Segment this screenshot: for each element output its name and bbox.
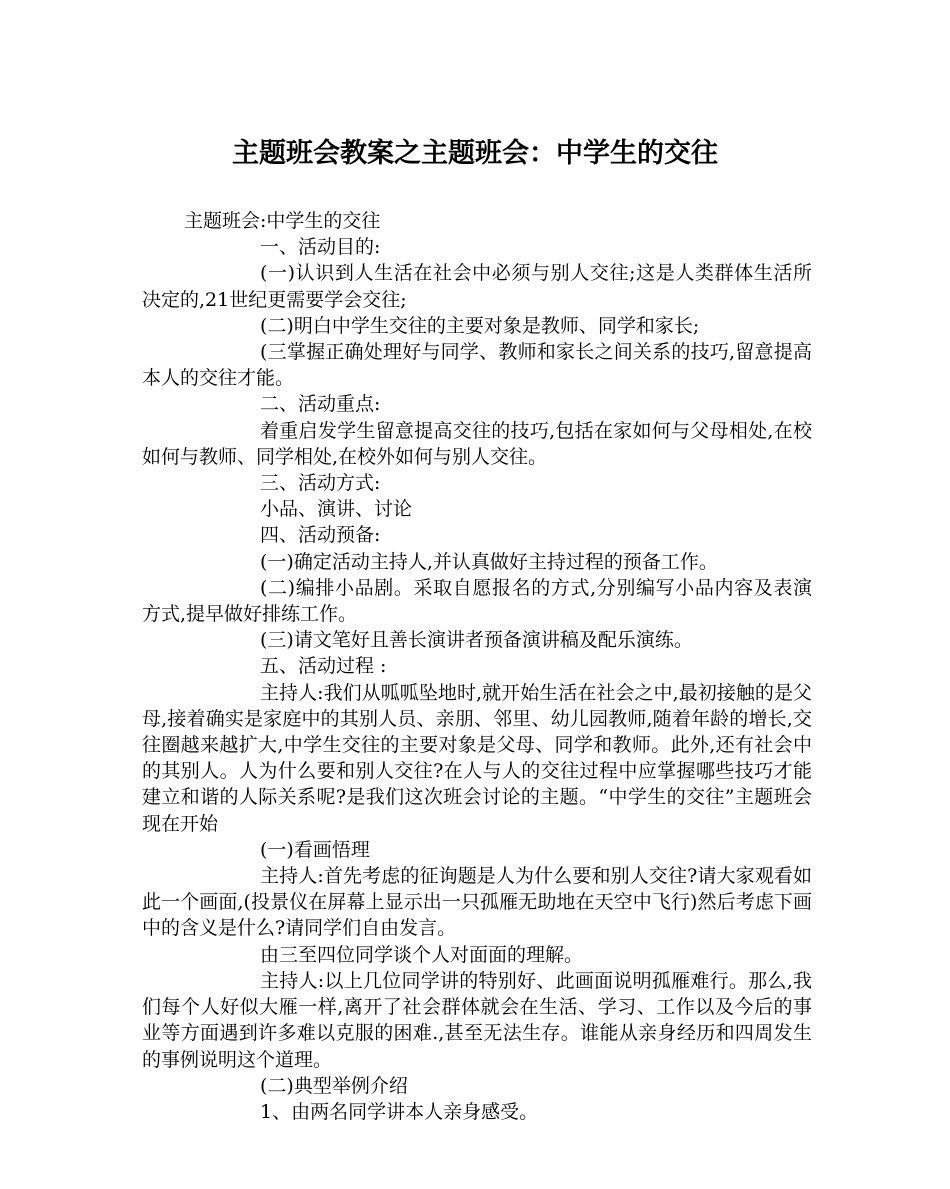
paragraph: 二、活动重点:	[260, 393, 381, 416]
paragraph: (三掌握正确处理好与同学、教师和家长之间关系的技巧,留意提高本人的交往才能。	[142, 341, 812, 390]
paragraph: 四、活动预备:	[260, 524, 381, 547]
paragraph: 主持人:我们从呱呱坠地时,就开始生活在社会之中,最初接触的是父母,接着确实是家庭中的其别人员、亲朋、邻里、幼儿园教师,随着年龄的增长,交往圈越来越扩大,中学生交往的主要对象是父母、同学和教师。此外,还有社会中的其别人。人为什么要和别人交往?在人与人的交往过程中应掌握哪些技巧才能建立和谐的人际关系呢?是我们这次班会讨论的主题。“中学生的交往”主题班会现在开始	[142, 681, 812, 835]
paragraph: 小品、演讲、讨论	[260, 498, 413, 521]
paragraph: 主持人:以上几位同学讲的特别好、此画面说明孤雁难行。那么,我们每个人好似大雁一样,离开了社会群体就会在生活、学习、工作以及今后的事业等方面遇到许多难以克服的困难.,甚至无法生存。谁能从亲身经历和四周发生的事例说明这个道理。	[142, 969, 812, 1071]
paragraph-heading: 主题班会:中学生的交往	[184, 210, 381, 232]
paragraph: (二)明白中学生交往的主要对象是教师、同学和家长;	[260, 314, 700, 337]
paragraph: 着重启发学生留意提高交往的技巧,包括在家如何与父母相处,在校如何与教师、同学相处,在校外如何与别人交往。	[142, 419, 812, 468]
paragraph: 三、活动方式:	[260, 472, 381, 495]
paragraph: 五、活动过程 :	[260, 655, 387, 678]
paragraph: (二)典型举例介绍	[260, 1074, 408, 1097]
paragraph: (一)看画悟理	[260, 838, 370, 861]
paragraph: (三)请文笔好且善长演讲者预备演讲稿及配乐演练。	[260, 629, 693, 652]
paragraph: (一)认识到人生活在社会中必须与别人交往;这是人类群体生活所决定的,21世纪更需要学会交往;	[142, 262, 812, 311]
paragraph: (一)确定活动主持人,并认真做好主持过程的预备工作。	[260, 550, 718, 573]
document-title: 主题班会教案之主题班会：中学生的交往	[232, 138, 718, 169]
paragraph: (二)编排小品剧。采取自愿报名的方式,分别编写小品内容及表演方式,提早做好排练工作。	[142, 576, 812, 626]
document-body	[142, 208, 812, 1125]
paragraph: 主持人:首先考虑的征询题是人为什么要和别人交往?请大家观看如此一个画面,(投景仪在屏幕上显示出一只孤雁无助地在天空中飞行)然后考虑下画中的含义是什么?请同学们自由发言。	[142, 865, 812, 940]
paragraph: 一、活动目的:	[260, 236, 381, 259]
paragraph: 由三至四位同学谈个人对面面的理解。	[260, 943, 584, 966]
paragraph: 1、由两名同学讲本人亲身感受。	[260, 1100, 539, 1123]
